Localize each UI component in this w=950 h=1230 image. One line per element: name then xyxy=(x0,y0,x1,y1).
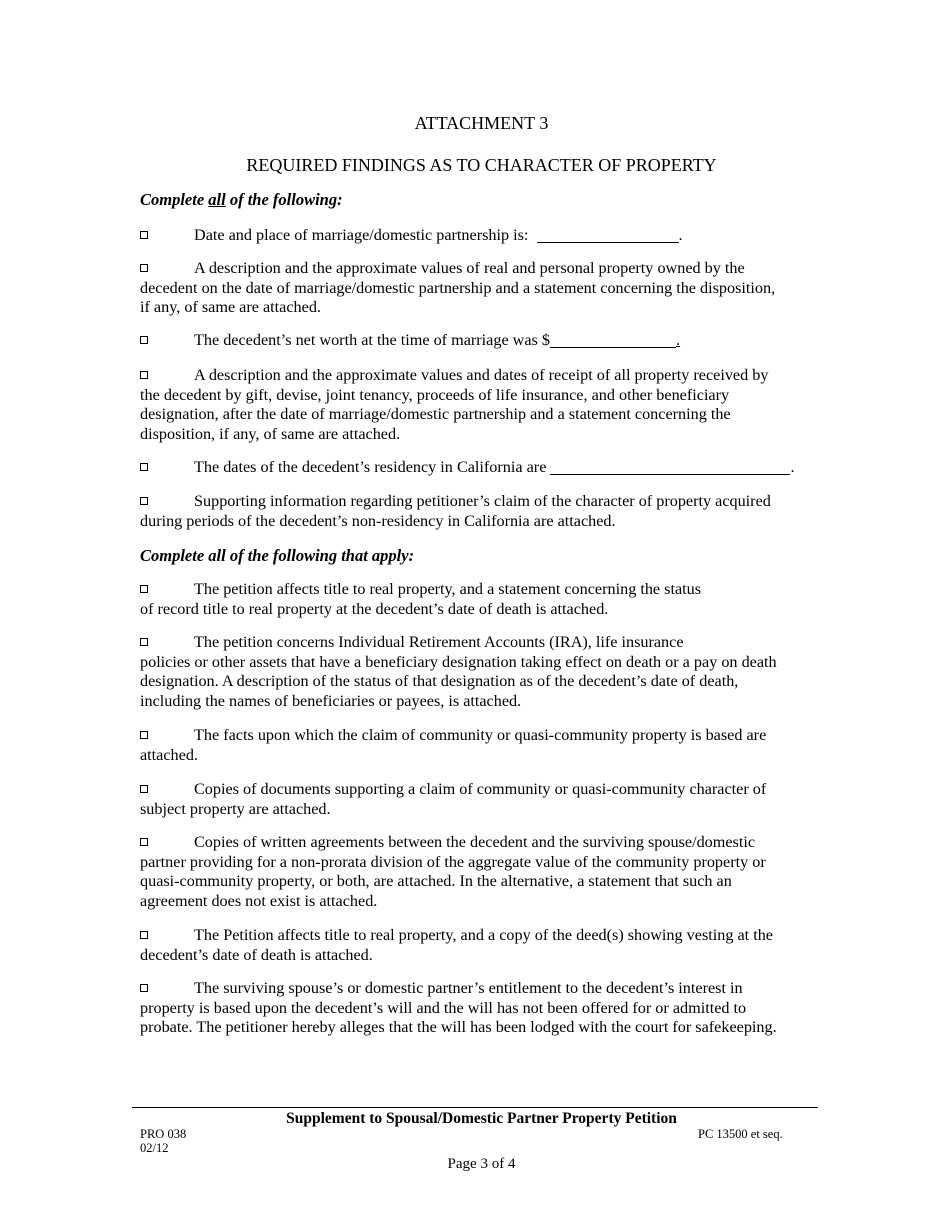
finding-supporting-documents: Copies of documents supporting a claim of community or quasi-community character of subject property are attached. xyxy=(140,780,767,818)
finding-facts-community-claim: The facts upon which the claim of community or quasi-community property is based are attached. xyxy=(140,726,767,764)
section-2-instruction: Complete all of the following that apply: xyxy=(140,546,415,565)
checkbox[interactable] xyxy=(140,638,148,646)
checkbox[interactable] xyxy=(140,231,148,239)
finding-property-received: A description and the approximate values and dates of receipt of all property received by the decedent by gift, devise, joint tenancy, proceeds of life insurance, and other beneficiary designation, after the date of marriage/domestic partnership and a statement concerning the disposition, if any, of same are attached. xyxy=(140,366,769,443)
finding-non-residency: Supporting information regarding petitioner’s claim of the character of property acquired during periods of the decedent’s non-residency in California are attached. xyxy=(140,492,771,530)
finding-beneficiary-designation: The petition concerns Individual Retirement Accounts (IRA), life insurance policies or other assets that have a beneficiary designation taking effect on death or a pay on death designation. A description of the status of that designation as of the decedent’s date of death, including the names of beneficiaries or payees, is attached. xyxy=(140,633,777,710)
residency-dates-blank[interactable] xyxy=(550,459,790,475)
finding-will-lodged: The surviving spouse’s or domestic partner’s entitlement to the decedent’s interest in property is based upon the decedent’s will and the will has not been offered for or admitted to probate. The petitioner hereby alleges that the will has been lodged with the court for safekeeping. xyxy=(140,979,777,1037)
net-worth-blank[interactable] xyxy=(550,332,676,348)
page-number: Page 3 of 4 xyxy=(447,1156,516,1172)
checkbox[interactable] xyxy=(140,264,148,272)
checkbox[interactable] xyxy=(140,785,148,793)
footer-title: Supplement to Spousal/Domestic Partner Property Petition xyxy=(286,1110,677,1127)
checkbox[interactable] xyxy=(140,497,148,505)
finding-deed-copy: The Petition affects title to real property, and a copy of the deed(s) showing vesting at the decedent’s date of death is attached. xyxy=(140,926,773,964)
footer-divider xyxy=(132,1107,818,1108)
finding-residency-dates: The dates of the decedent’s residency in California are . xyxy=(140,458,816,478)
checkbox[interactable] xyxy=(140,585,148,593)
form-number: PRO 038 xyxy=(140,1127,187,1141)
checkbox[interactable] xyxy=(140,463,148,471)
finding-marriage-date: Date and place of marriage/domestic partnership is: . xyxy=(140,226,816,246)
checkbox[interactable] xyxy=(140,838,148,846)
finding-title-real-property: The petition affects title to real property, and a statement concerning the status of record title to real property at the decedent’s date of death is attached. xyxy=(140,580,702,618)
form-date: 02/12 xyxy=(140,1141,169,1155)
checkbox[interactable] xyxy=(140,931,148,939)
code-reference: PC 13500 et seq. xyxy=(698,1127,783,1141)
page-heading: REQUIRED FINDINGS AS TO CHARACTER OF PROPERTY xyxy=(246,155,717,175)
finding-written-agreements: Copies of written agreements between the decedent and the surviving spouse/domestic partner providing for a non-prorata division of the aggregate value of the community property or quasi-community property, or both, are attached. In the alternative, a statement that such an agreement does not exist is attached. xyxy=(140,833,766,910)
checkbox[interactable] xyxy=(140,371,148,379)
marriage-date-blank[interactable] xyxy=(537,227,679,243)
finding-net-worth: The decedent’s net worth at the time of marriage was $ . xyxy=(140,331,816,351)
section-1-instruction: Complete all of the following: xyxy=(140,190,343,209)
checkbox[interactable] xyxy=(140,731,148,739)
attachment-number: ATTACHMENT 3 xyxy=(414,113,549,133)
checkbox[interactable] xyxy=(140,336,148,344)
checkbox[interactable] xyxy=(140,984,148,992)
finding-property-at-marriage: A description and the approximate values of real and personal property owned by the decedent on the date of marriage/domestic partnership and a statement concerning the disposition, if any, of same are attached. xyxy=(140,259,776,317)
